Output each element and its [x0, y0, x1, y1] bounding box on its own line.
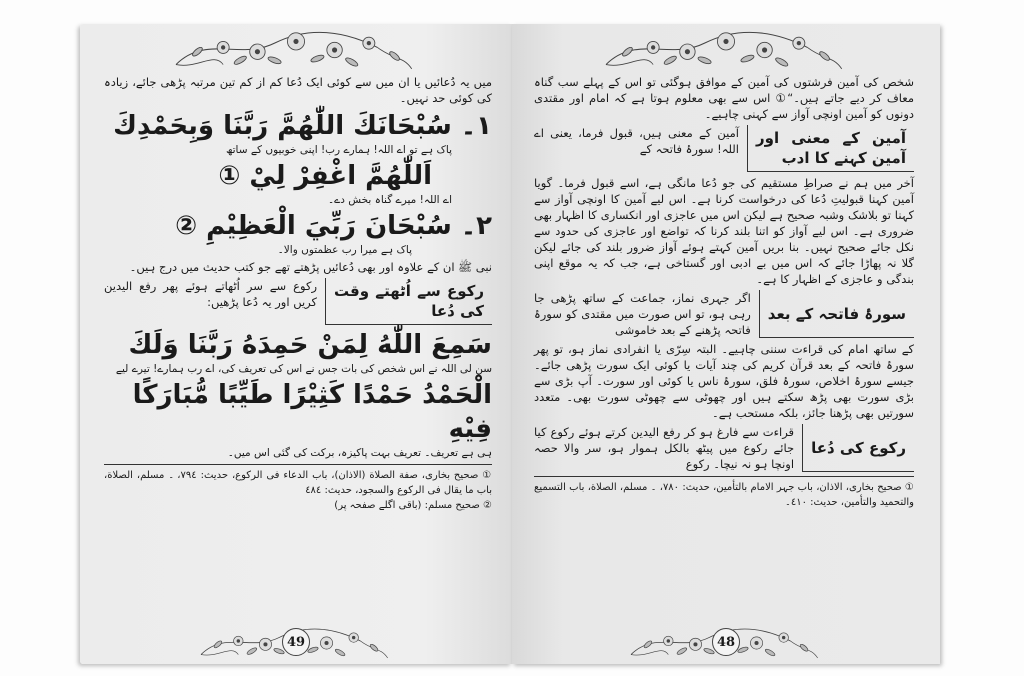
paragraph: نبی ﷺ ان کے علاوہ اور بھی دُعائیں پڑھتے تھے جو کتب حدیث میں درج ہیں۔	[129, 260, 492, 274]
dua-translation: سن لی اللہ نے اس شخص کی بات جس نے اس کی تعریف کی، اے رب ہمارے! تیرے لیے	[115, 363, 492, 375]
floral-ornament-top	[601, 26, 851, 74]
page-number: 48	[712, 628, 740, 656]
right-page	[512, 24, 940, 664]
footnote-divider	[534, 476, 914, 477]
footnote-divider	[104, 464, 492, 465]
paragraph: شخص کی آمین فرشتوں کی آمین کے موافق ہوگئی تو اس کے پہلے سب گناہ معاف کر دیے جاتے ہیں۔“① اس سے بھی معلوم ہوتا ہے کہ امام اور مقتدی دونوں کو آمین اونچی آواز سے کہنی چاہیے۔	[534, 75, 914, 121]
page-footer	[512, 616, 940, 664]
heading-side-text: قراءت سے فارغ ہو کر رفع الیدین کرتے ہوئے رکوع کیا جائے رکوع میں پیٹھ بالکل ہموار ہو، سر والا حصہ اونچا ہو نہ نیچا۔ رکوع	[534, 425, 795, 471]
footnote: ① صحیح بخاری، صفة الصلاة (الاذان)، باب الدعاء فی الرکوع، حدیث: ٧٩٤، ۔ مسلم، الصلاة، باب ما یقال فی الرکوع والسجود، حدیث: ٤٨٤	[104, 470, 492, 496]
heading-side-text: آمین کے معنی ہیں، قبول فرما، یعنی اے اللہ! سورۂ فاتحہ کے	[534, 126, 739, 156]
page-footer	[80, 616, 512, 664]
section-heading: رکوع سے اُٹھتے وقت کی دُعا	[325, 278, 492, 325]
dua-arabic: ١۔ سُبْحَانَكَ اللّٰهُمَّ رَبَّنَا وَبِحَمْدِكَ	[113, 111, 492, 141]
footnote: ① صحیح بخاری، الاذان، باب جہر الامام بالتأمین، حدیث: ٧٨٠، ۔ مسلم، الصلاة، باب التسمیع والتحمید والتأمین، حدیث: ٤١٠۔	[534, 482, 914, 508]
footnote: ② صحیح مسلم: (باقی اگلے صفحہ پر)	[334, 500, 492, 511]
dua-arabic: سَمِعَ اللّٰهُ لِمَنْ حَمِدَهُ رَبَّنَا وَلَكَ	[128, 330, 492, 360]
section-heading: سورۂ فاتحہ کے بعد	[759, 290, 914, 338]
intro-text: میں یہ دُعائیں یا ان میں سے کوئی ایک دُعا کم از کم تین مرتبہ پڑھی جائے، زیادہ کی کوئی حد نہیں۔	[104, 75, 492, 105]
section-heading-row	[534, 125, 914, 172]
dua-translation: پاک ہے تو اے اللہ! ہمارے رب! اپنی خوبیوں کے ساتھ	[226, 144, 452, 156]
dua-translation: پاک ہے میرا رب عظمتوں والا۔	[277, 244, 412, 256]
floral-ornament-top	[171, 26, 421, 74]
dua-arabic: الْحَمْدُ حَمْدًا كَثِيْرًا طَيِّبًا مُّبَارَكًا فِيْهِ	[132, 380, 492, 444]
right-page-content	[534, 74, 914, 510]
dua-arabic: اَللّٰهُمَّ اغْفِرْ لِيْ ①	[218, 161, 432, 191]
section-heading-row	[104, 278, 492, 325]
heading-side-text: اگر جہری نماز، جماعت کے ساتھ پڑھی جا رہی ہو، تو اس صورت میں مقتدی کو سورۂ فاتحہ پڑھنے کے بعد خاموشی	[534, 291, 751, 337]
section-heading-row	[534, 424, 914, 472]
dua-arabic: ٢۔ سُبْحَانَ رَبِّيَ الْعَظِيْمِ ②	[175, 211, 492, 241]
paragraph: کے ساتھ امام کی قراءت سننی چاہیے۔ البتہ سِرّی یا انفرادی نماز ہو، تو پھر سورۂ فاتحہ کے بعد قرآن کریم کی چند آیات یا کوئی ایک سورت پڑھی جائے۔ جیسے سورۂ اخلاص، سورۂ فلق، سورۂ ناس یا کوئی اور سورت۔ آپ بڑی سے بڑی سورت بھی پڑھ سکتے ہیں اور چھوٹی سے چھوٹی سورت بھی۔ متعدد سورتیں بھی پڑھنا جائز، بلکہ مستحب ہے۔	[534, 342, 914, 420]
dua-translation: ہی ہے تعریف۔ تعریف بہت پاکیزہ، برکت کی گئی اس میں۔	[227, 447, 492, 459]
page-number: 49	[282, 628, 310, 656]
heading-side-text: رکوع سے سر اُٹھاتے ہوئے پھر رفع الیدین کریں اور یہ دُعا پڑھیں:	[104, 279, 317, 309]
left-page-content	[104, 74, 492, 513]
section-heading-row	[534, 290, 914, 338]
dua-translation: اے اللہ! میرے گناہ بخش دے۔	[327, 194, 452, 206]
section-heading: آمین کے معنی اور آمین کہنے کا ادب	[747, 125, 914, 172]
left-page	[80, 24, 512, 664]
paragraph: آخر میں ہم نے صراطِ مستقیم کی جو دُعا مانگی ہے، اسے قبول فرما۔ گویا آمین کہنا قبولیتِ دُعا کی درخواست کرنا ہے۔ اس لیے آمین کا اونچی آواز سے کہنا تو بلاشک وشبہ صحیح ہے لیکن اس میں عاجزی اور انکساری کا اظہار بھی ضروری ہے۔ اس لیے آواز کو اتنا بلند کرنا کہ تواضع اور عاجزی کی حدود سے نکل جائے صحیح نہیں۔ بنا بریں آمین کہتے ہوئے آواز ضرور بلند کی جائے لیکن گلا نہ پھاڑا جائے کہ اس میں بے ادبی اور گستاخی ہے، جب کہ یہ موقع اپنی بندگی و عاجزی کے اظہار کا ہے۔	[534, 176, 914, 286]
section-heading: رکوع کی دُعا	[802, 424, 914, 472]
